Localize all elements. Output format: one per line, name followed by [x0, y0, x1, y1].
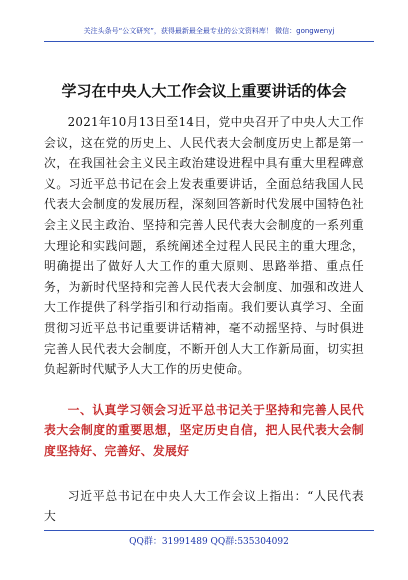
document-body — [44, 112, 364, 527]
body-paragraph-2: 习近平总书记在中央人大工作会议上指出：“人民代表大 — [44, 488, 364, 524]
section-heading-1: 一、认真学习领会习近平总书记关于坚持和完善人民代表大会制度的重要思想，坚定历史自信，把人民代表大会制度坚持好、完善好、发展好 — [44, 402, 364, 458]
header-banner: 关注头条号“公文研究”，获得最新最全最专业的公文资料库！ 微信：gongwenyj — [83, 27, 335, 35]
header-divider — [44, 41, 374, 42]
document-title: 学习在中央人大工作会议上重要讲话的体会 — [61, 82, 347, 100]
footer-divider — [44, 530, 374, 531]
footer-contact: QQ群：31991489 QQ群:535304092 — [129, 537, 289, 547]
body-paragraph-1: 2021年10月13日至14日，党中央召开了中央人大工作会议，这在党的历史上、人民代表大会制度历史上都是第一次，在我国社会主义民主政治建设进程中具有重大里程碑意义。习近平总书记在会上发表重要讲话，全面总结我国人民代表大会制度的发展历程，深刻回答新时代发展中国特色社会主义民主政治、坚持和完善人民代表大会制度的一系列重大理论和实践问题，系统阐述全过程人民民主的重大理念，明确提出了做好人大工作的重大原则、思路举措、重点任务，为新时代坚持和完善人民代表大会制度、加强和改进人大工作提供了科学指引和行动指南。我们要认真学习、全面贯彻习近平总书记重要讲话精神，毫不动摇坚持、与时俱进完善人民代表大会制度，不断开创人大工作新局面，切实担负起新时代赋予人大工作的历史使命。 — [44, 115, 364, 377]
